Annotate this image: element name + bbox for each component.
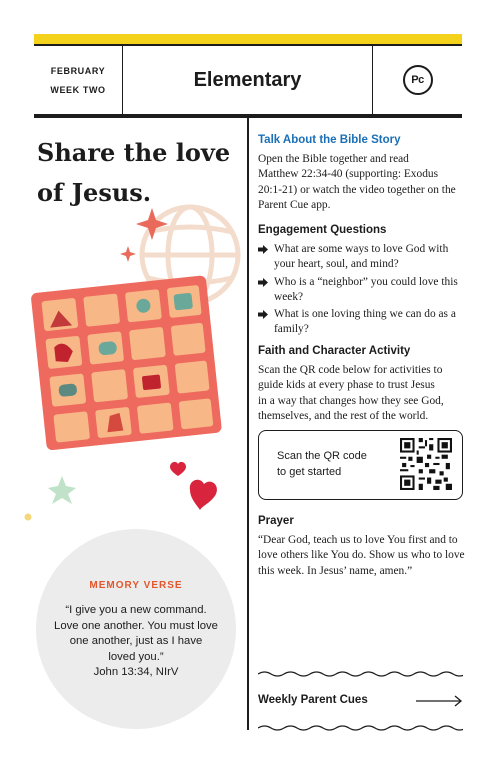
qr-callout[interactable] [258, 430, 463, 500]
photo-grid [31, 275, 223, 451]
prayer-body [258, 533, 466, 579]
verse-line: loved you.” [108, 650, 164, 663]
body-line: 20:1-21) or watch the video together on the [258, 183, 456, 196]
engagement-section [258, 224, 466, 340]
question-line: family? [274, 323, 309, 336]
headline-line-2: of Jesus. [37, 178, 152, 207]
weekly-parent-cues-link[interactable]: Weekly Parent Cues [258, 694, 368, 706]
heart-large-icon [190, 480, 217, 510]
prayer-section [258, 515, 466, 579]
headline-line-1: Share the love [37, 138, 231, 167]
question-line: week? [274, 290, 304, 303]
body-line: Parent Cue app. [258, 198, 331, 211]
qr-code[interactable] [400, 438, 452, 490]
arrow-right-icon[interactable] [416, 695, 463, 707]
arrow-bullet-icon [258, 245, 268, 254]
qr-line: Scan the QR code [277, 450, 367, 462]
sparkle-small-icon [120, 246, 136, 262]
body-line: guide kids at every phase to trust Jesus [258, 379, 435, 392]
body-line: Matthew 22:34-40 (supporting: Exodus [258, 168, 439, 181]
parent-cue-logo: Pc [403, 65, 433, 95]
arrow-bullet-icon [258, 310, 268, 319]
page-header [34, 44, 462, 118]
arrow-bullet-icon [258, 278, 268, 287]
photo-grid-illustration [20, 200, 245, 530]
body-line: love others like You do. Show us who to love [258, 549, 465, 562]
wave-divider-bottom [258, 724, 463, 732]
body-line: this week. In Jesus’ name, amen.” [258, 564, 413, 577]
question-item [258, 307, 466, 338]
bible-story-body [258, 152, 466, 213]
bible-story-heading: Talk About the Bible Story [258, 134, 401, 146]
wave-divider-top [258, 670, 463, 678]
memory-verse-text [46, 603, 226, 681]
week-label: WEEK TWO [50, 84, 106, 95]
verse-reference: John 13:34, NIrV [93, 666, 179, 678]
page-title: Elementary [193, 68, 302, 91]
qr-instructions [277, 448, 387, 480]
top-accent-bar [34, 34, 462, 44]
star-icon [48, 476, 76, 504]
question-item [258, 275, 466, 306]
body-line: themselves, and the rest of the world. [258, 409, 429, 422]
verse-line: “I give you a new command. [65, 604, 207, 616]
body-line: “Dear God, teach us to love You first and to [258, 534, 458, 546]
body-line: Open the Bible together and read [258, 153, 409, 165]
body-line: in a way that changes how they see God, [258, 394, 444, 407]
question-line: What are some ways to love God with [274, 243, 449, 255]
logo-block [372, 46, 462, 114]
date-block [34, 46, 123, 114]
memory-verse-label: MEMORY VERSE [89, 580, 183, 591]
month-label: FEBRUARY [50, 65, 106, 76]
prayer-heading: Prayer [258, 515, 294, 527]
activity-body [258, 363, 466, 424]
question-line: your heart, soul, and mind? [274, 258, 399, 271]
dot-icon [25, 514, 32, 521]
question-list [258, 242, 466, 338]
verse-line: Love one another. You must love [54, 619, 218, 632]
body-line: Scan the QR code below for activities to [258, 364, 443, 376]
bible-story-section [258, 134, 466, 213]
activity-section [258, 345, 466, 424]
verse-line: one another, just as I have [69, 635, 203, 647]
qr-line: to get started [277, 466, 342, 478]
column-divider [247, 118, 249, 730]
heart-small-icon [170, 462, 186, 476]
activity-heading: Faith and Character Activity [258, 345, 411, 357]
question-item [258, 242, 466, 273]
engagement-heading: Engagement Questions [258, 224, 387, 236]
question-line: Who is a “neighbor” you could love this [274, 275, 458, 288]
question-line: What is one loving thing we can do as a [274, 308, 456, 321]
